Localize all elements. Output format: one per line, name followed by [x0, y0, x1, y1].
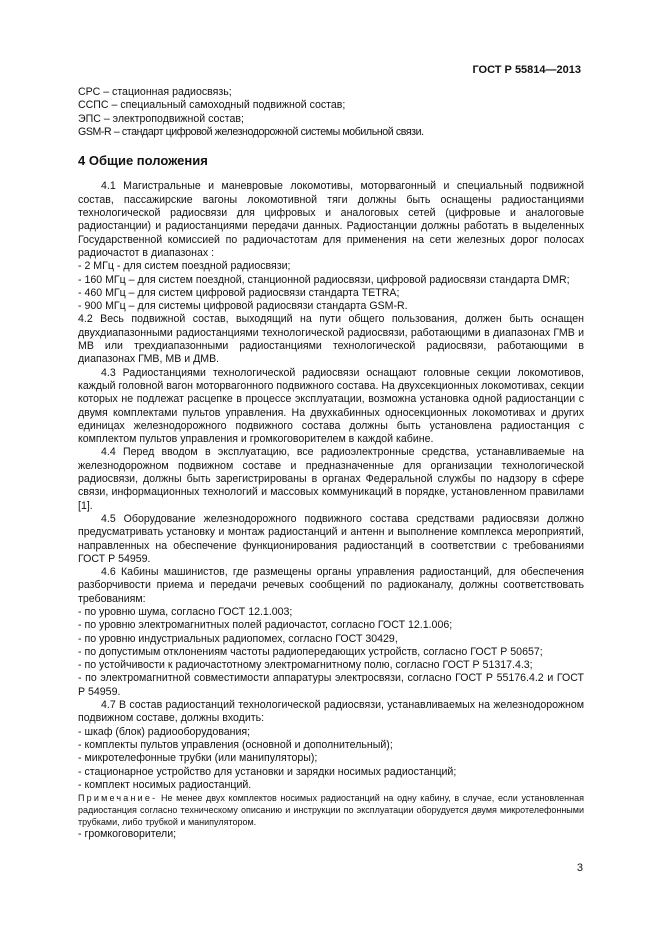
note-label: Примечание-: [78, 793, 158, 804]
paragraph-4-1: 4.1 Магистральные и маневровые локомотивы, моторвагонный и специальный подвижной состав, пассажирские вагоны локомотивной тяги должны быть оснащены радиостанциями технологической радиосвязи для цифровых и аналоговых сетей (цифровые и аналоговые радиостанции) и радиостанциями передачи данных. Радиостанции должны работать в выделенных Государственной комиссией по радиочастотам для применения на сети железных дорог полосах радиочастот в диапазонах :: [78, 180, 584, 259]
list-item: - по уровню электромагнитных полей радиочастот, согласно ГОСТ 12.1.006;: [78, 619, 453, 632]
list-item: - комплекты пультов управления (основной и дополнительный);: [78, 738, 393, 751]
list-item: - 160 МГц – для систем поездной, станционной радиосвязи, цифровой радиосвязи стандарта DMR;: [78, 273, 570, 286]
note: [78, 792, 584, 828]
list-item: - стационарное устройство для установки и зарядки носимых радиостанций;: [78, 765, 457, 778]
paragraph-4-5: 4.5 Оборудование железнодорожного подвижного состава средствами радиосвязи должно предусматривать установку и монтаж радиостанций и антенн и выполнение комплекса мероприятий, направленных на обеспечение функционирования радиостанций в соответствии с требованиями ГОСТ Р 54959.: [78, 512, 584, 565]
list-item: - комплект носимых радиостанций.: [78, 778, 252, 791]
abbreviation-srs: СРС – стационная радиосвязь;: [78, 86, 232, 98]
list-item: - микротелефонные трубки (или манипуляторы);: [78, 752, 318, 765]
abbreviation-gsm-r: GSM-R – стандарт цифровой железнодорожной системы мобильной связи.: [78, 125, 424, 138]
abbreviation-eps: ЭПС – электроподвижной состав;: [78, 112, 244, 125]
document-header: ГОСТ Р 55814—2013: [472, 64, 581, 76]
section-title: 4 Общие положения: [78, 153, 208, 169]
list-item: - по уровню индустриальных радиопомех, согласно ГОСТ 30429,: [78, 632, 398, 645]
list-item: - громкоговорители;: [78, 828, 177, 841]
page-body: [78, 86, 584, 841]
list-item: - 460 МГц – для систем цифровой радиосвязи стандарта TETRA;: [78, 286, 400, 299]
abbreviation-ssps: ССПС – специальный самоходный подвижной состав;: [78, 99, 346, 112]
paragraph-4-3: 4.3 Радиостанциями технологической радиосвязи оснащают головные секции локомотивов, каждый головной вагон моторвагонного подвижного состава. На двухсекционных локомотивах, секции которых не подлежат расцепке в процессе эксплуатации, возможна установка одной радиостанции с двумя комплектами пультов управления. На двухкабинных односекционных локомотивах и других единицах железнодорожного подвижного состава должны быть установлена радиостанция с комплектом пультов управления и громкоговорителем в каждой кабине.: [78, 366, 584, 446]
paragraph-4-4: 4.4 Перед вводом в эксплуатацию, все радиоэлектронные средства, устанавливаемые на железнодорожном подвижном составе и предназначенные для организации технологической радиосвязи, должны быть зарегистрированы в органах Федеральной службы по надзору в сфере связи, информационных технологий и массовых коммуникаций в порядке, установленном правилами [1].: [78, 446, 584, 512]
list-item: - по уровню шума, согласно ГОСТ 12.1.003;: [78, 605, 293, 618]
list-item: - по электромагнитной совместимости аппаратуры электросвязи, согласно ГОСТ Р 55176.4.2 и ГОСТ Р 54959.: [78, 672, 584, 698]
list-item: - 2 МГц - для систем поездной радиосвязи;: [78, 260, 291, 273]
page-number: 3: [576, 862, 583, 874]
paragraph-4-2: 4.2 Весь подвижной состав, выходящий на пути общего пользования, должен быть оснащен двухдиапазонными радиостанциями технологической радиосвязи, работающими в диапазонах ГМВ и МВ или трехдиапазонными радиостанциями технологической радиосвязи, работающими в диапазонах ГМВ, МВ и ДМВ.: [78, 313, 584, 366]
paragraph-4-7: 4.7 В состав радиостанций технологической радиосвязи, устанавливаемых на железнодорожном подвижном составе, должны входить:: [78, 699, 584, 725]
list-item: - по устойчивости к радиочастотному электромагнитному полю, согласно ГОСТ Р 51317.4.3;: [78, 659, 533, 672]
list-item: - 900 МГц – для системы цифровой радиосвязи стандарта GSM-R.: [78, 300, 408, 313]
list-item: - шкаф (блок) радиооборудования;: [78, 725, 251, 738]
list-item: - по допустимым отклонениям частоты радиопередающих устройств, согласно ГОСТ Р 50657;: [78, 645, 543, 658]
paragraph-4-6: 4.6 Кабины машинистов, где размещены органы управления радиостанций, для обеспечения разборчивости приема и передачи речевых сообщений по радиоканалу, должны соответствовать требованиям:: [78, 566, 584, 605]
note-text: Не менее двух комплектов носимых радиостанций на одну кабину, в случае, если установленная радиостанция согласно техническому описанию и инструкции по эксплуатации оборудуется двумя микротелефонными трубками, либо трубкой и манипулятором.: [78, 793, 584, 828]
